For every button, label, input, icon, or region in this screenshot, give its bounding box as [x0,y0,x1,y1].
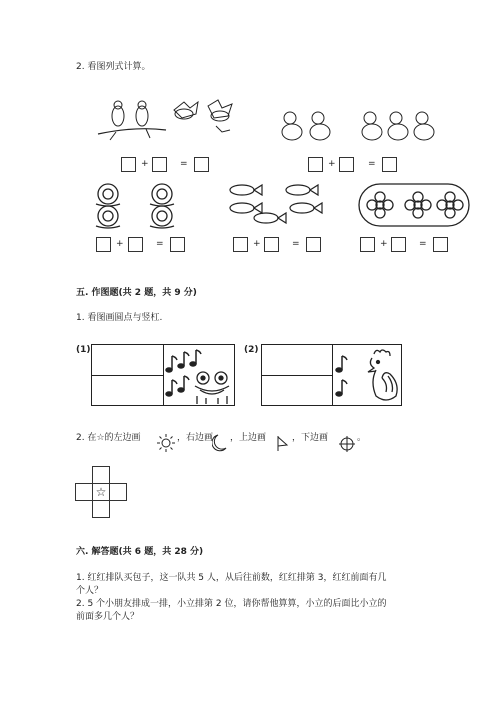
birds-on-branch-picture [96,96,246,142]
answer-box[interactable] [96,237,111,252]
table1-label: (1) [76,345,91,355]
q5-2-part-c: ，上边画 [230,433,267,443]
q5-2-part-e: 。 [357,433,367,443]
chicks-picture [276,108,436,144]
answer-cell[interactable] [262,345,332,375]
sun-icon [157,434,175,452]
star-icon: ☆ [95,485,107,499]
answer-box[interactable] [339,157,354,172]
q5-2-part-d: ，下边画 [292,433,329,443]
rooster-picture [360,348,400,404]
q6-1-line1: 1. 红红排队买包子，这一队共 5 人，从后往前数，红红排第 3，红红前面有几 [76,573,387,583]
music-notes-icon [334,350,356,398]
flag-icon [276,434,290,452]
answer-box[interactable] [128,237,143,252]
moon-icon [212,434,228,452]
equals-sign: = [180,159,188,169]
grid-cell-top[interactable] [92,466,110,484]
answer-box[interactable] [306,237,321,252]
section6-heading: 六. 解答题(共 6 题，共 28 分) [76,547,204,557]
table2-label: (2) [244,345,259,355]
plus-sign: + [380,239,388,249]
answer-cell[interactable] [92,376,163,405]
q6-2-line2: 前面多几个人？ [76,612,140,622]
q6-1-line2: 个人？ [76,586,104,596]
plus-sign: + [116,239,124,249]
answer-box[interactable] [391,237,406,252]
section5-heading: 五. 作图题(共 2 题，共 9 分) [76,288,197,298]
answer-box[interactable] [382,157,397,172]
q5-2-part-b: ，右边画 [177,433,214,443]
answer-box[interactable] [433,237,448,252]
q2-heading: 2. 看图列式计算。 [76,62,151,72]
answer-box[interactable] [264,237,279,252]
answer-box[interactable] [308,157,323,172]
q5-2-part-a: 2. 在☆的左边画 [76,433,141,443]
grid-cell-left[interactable] [75,483,93,501]
answer-box[interactable] [121,157,136,172]
grid-cell-center [92,483,110,501]
answer-cell[interactable] [92,345,163,375]
circle-cross-icon [339,436,355,452]
grid-cell-right[interactable] [109,483,127,501]
equals-sign: = [419,239,427,249]
answer-box[interactable] [152,157,167,172]
grid-cell-bottom[interactable] [92,500,110,518]
plus-sign: + [253,239,261,249]
q5-1-prompt: 1. 看图画圆点与竖杠. [76,313,163,323]
plus-sign: + [328,159,336,169]
equals-sign: = [292,239,300,249]
fish-picture [220,178,330,228]
q6-2-line1: 2. 5 个小朋友排成一排，小立排第 2 位，请你帮他算算，小立的后面比小立的 [76,599,387,609]
snails-picture [90,180,190,230]
table-divider [332,345,333,405]
answer-box[interactable] [170,237,185,252]
plus-sign: + [141,159,149,169]
flowers-in-frame-picture [358,183,470,227]
answer-box[interactable] [360,237,375,252]
answer-box[interactable] [194,157,209,172]
equals-sign: = [368,159,376,169]
answer-cell[interactable] [262,376,332,405]
answer-box[interactable] [233,237,248,252]
frog-picture [192,370,232,404]
equals-sign: = [156,239,164,249]
